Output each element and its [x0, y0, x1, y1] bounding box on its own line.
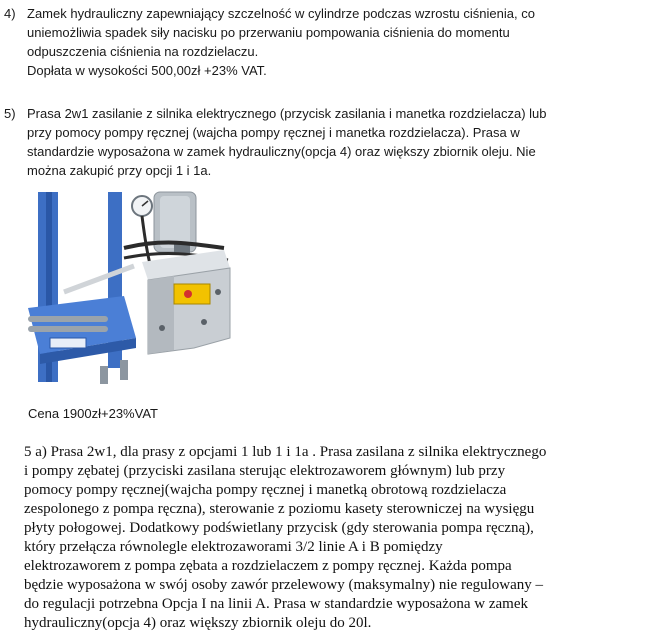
item-5a-line: będzie wyposażona w swój osoby zawór przelewowy (maksymalny) nie regulowany – — [24, 577, 544, 593]
item-5a-line: elektrozaworem z pompa zębata a rozdzielaczem z pompy ręcznej. Każda pompa — [24, 558, 512, 574]
item-5a-text — [24, 443, 546, 633]
item-4-line: Zamek hydrauliczny zapewniający szczelność w cylindrze podczas wzrostu ciśnienia, co — [27, 6, 535, 21]
item-4-number: 4) — [4, 6, 16, 21]
item-5-line: można zakupić przy opcji 1 i 1a. — [27, 163, 212, 178]
item-5a-line: do regulacji potrzebna Opcja I na linii A. Prasa w standardzie wyposażona w zamek — [24, 596, 528, 612]
item-5-price: Cena 1900zł+23%VAT — [28, 406, 158, 421]
item-5-line: standardzie wyposażona w zamek hydrauliczny(opcja 4) oraz większy zbiornik oleju. Nie — [27, 144, 536, 159]
item-5a-line: i pompy zębatej (przyciski zasilana sterując elektrozaworem głównym) lub przy — [24, 463, 506, 479]
item-5-number: 5) — [4, 106, 16, 121]
item-5a-line: pomocy pompy ręcznej(wajcha pompy ręcznej i manetką obrotową rozdzielacza — [24, 482, 507, 498]
item-4-text — [27, 4, 535, 80]
item-4-price-line: Dopłata w wysokości 500,00zł +23% VAT. — [27, 63, 267, 78]
item-5-line: przy pomocy pompy ręcznej (wajcha pompy ręcznej i manetka rozdzielacza). Prasa w — [27, 125, 520, 140]
item-5a-line: 5 a) Prasa 2w1, dla prasy z opcjami 1 lub 1 i 1a . Prasa zasilana z silnika elektrycznego — [24, 444, 547, 460]
item-4-line: uniemożliwia spadek siły nacisku po przerwaniu pompowania ciśnienia do momentu — [27, 25, 510, 40]
item-5a-line: zespolonego z pompa ręczna), sterowanie z poziomu kasety sterowniczej na wysięgu — [24, 501, 535, 517]
item-5-text — [27, 104, 547, 180]
item-5a-line: hydrauliczny(opcja 4) oraz większy zbiornik oleju do 20l. — [24, 615, 372, 631]
item-5a-line: płyty połogowej. Dodatkowy podświetlany przycisk (gdy sterowania pompa ręczną), — [24, 520, 534, 536]
item-5a-line: który przełącza równolegle elektrozaworami 3/2 linie A i B pomiędzy — [24, 539, 443, 555]
hydraulic-press-photo — [24, 188, 236, 388]
item-4-line: odpuszczenia ciśnienia na rozdzielaczu. — [27, 44, 259, 59]
item-5-line: Prasa 2w1 zasilanie z silnika elektrycznego (przycisk zasilania i manetka rozdzielacza) lub — [27, 106, 547, 121]
